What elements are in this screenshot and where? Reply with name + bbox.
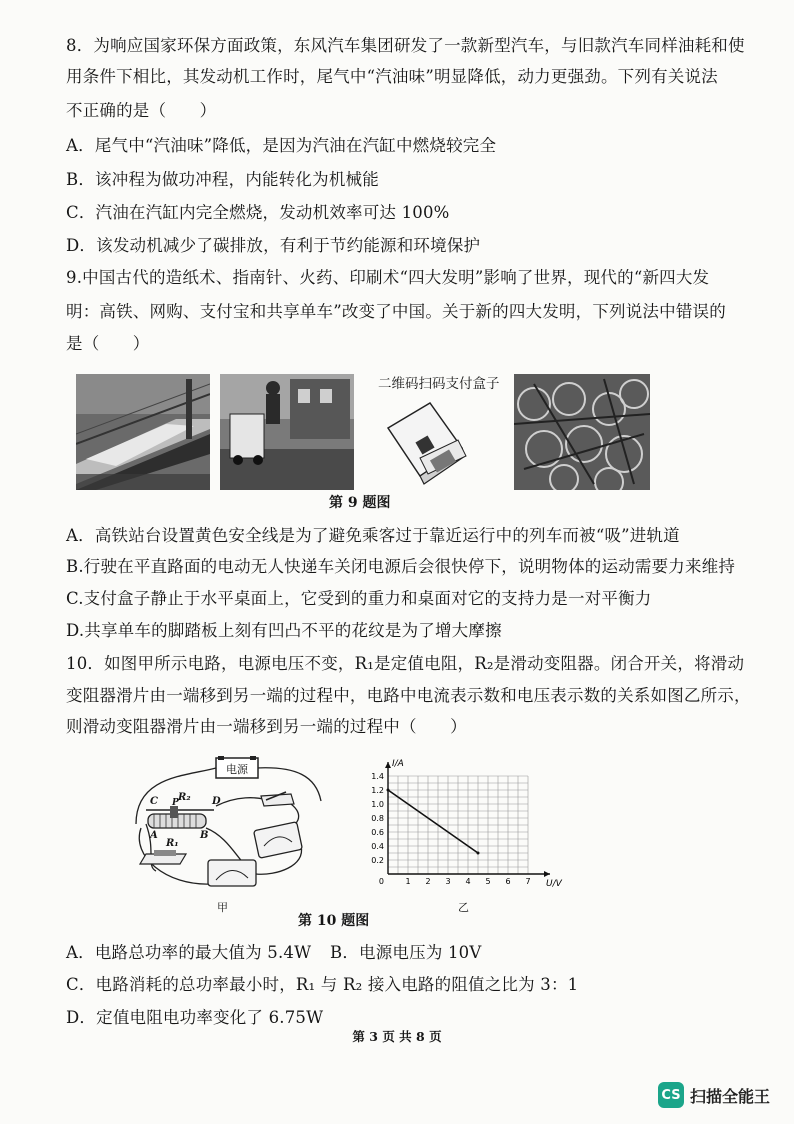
camscanner-logo-icon: CS (658, 1082, 684, 1108)
y-tick-label: 0.6 (371, 828, 384, 837)
y-tick-label: 0.4 (371, 842, 384, 851)
origin-label: 0 (378, 877, 384, 886)
q9-option-b: B.行驶在平直路面的电动无人快递车关闭电源后会很快停下，说明物体的运动需要力来维持 (66, 557, 736, 576)
x-axis-arrow (544, 871, 550, 877)
iv-data-point (387, 789, 390, 792)
q9-option-c: C.支付盒子静止于水平桌面上，它受到的重力和桌面对它的支持力是一对平衡力 (66, 589, 652, 608)
camscanner-badge (658, 1082, 770, 1108)
power-source-label: 电源 (226, 763, 248, 776)
terminal-a-label: A (150, 830, 158, 841)
x-tick-label: 1 (405, 877, 411, 886)
q10-option-c: C．电路消耗的总功率最小时，R₁ 与 R₂ 接入电路的阻值之比为 3：1 (66, 975, 579, 994)
x-tick-label: 4 (465, 877, 471, 886)
y-tick-label: 1.0 (371, 800, 384, 809)
iv-graph-svg (360, 756, 580, 896)
q9-stem-line-3: 是（ ） (66, 334, 150, 353)
q9-stem-line-1: 9.中国古代的造纸术、指南针、火药、印刷术“四大发明”影响了世界，现代的“新四大发 (66, 268, 710, 287)
q10-stem-line-1: 10．如图甲所示电路，电源电压不变，R₁是定值电阻，R₂是滑动变阻器。闭合开关，将滑动 (66, 654, 745, 673)
q10-option-d: D．定值电阻电功率变化了 6.75W (66, 1008, 324, 1027)
current-voltage-graph (360, 756, 580, 896)
x-tick-label: 3 (445, 877, 451, 886)
y-tick-label: 1.4 (371, 772, 384, 781)
terminal-b-label: B (200, 830, 209, 841)
payment-box-label: 二维码扫码支付盒子 (378, 376, 500, 392)
q8-stem-line-3: 不正确的是（ ） (66, 101, 217, 120)
terminal-d-label: D (212, 796, 221, 807)
page-footer: 第 3 页 共 8 页 (352, 1029, 442, 1044)
y-tick-label: 1.2 (371, 786, 384, 795)
x-tick-label: 5 (485, 877, 491, 886)
q9-option-d: D.共享单车的脚踏板上刻有凹凸不平的花纹是为了增大摩擦 (66, 621, 502, 640)
y-tick-label: 0.8 (371, 814, 384, 823)
y-tick-label: 0.2 (371, 856, 384, 865)
circuit-caption: 甲 (217, 901, 228, 914)
q8-option-a: A．尾气中“汽油味”降低，是因为汽油在汽缸中燃烧较完全 (66, 136, 497, 155)
r2-label: R₂ (178, 792, 191, 803)
high-speed-rail-photo (76, 374, 210, 490)
q8-stem-line-1: 8．为响应国家环保方面政策，东风汽车集团研发了一款新型汽车，与旧款汽车同样油耗和使 (66, 36, 745, 55)
q9-option-a: A．高铁站台设置黄色安全线是为了避免乘客过于靠近运行中的列车而被“吸”进轨道 (66, 526, 680, 545)
x-tick-label: 6 (505, 877, 511, 886)
q9-stem-line-2: 明：高铁、网购、支付宝和共享单车”改变了中国。关于新的四大发明，下列说法中错误的 (66, 302, 726, 321)
slider-p-label: P (172, 798, 179, 808)
circuit-diagram (126, 756, 336, 906)
q10-option-a: A．电路总功率的最大值为 5.4W (66, 943, 312, 962)
graph-caption: 乙 (458, 901, 469, 914)
q10-stem-line-2: 变阻器滑片由一端移到另一端的过程中，电路中电流表示数和电压表示数的关系如图乙所示， (66, 686, 751, 705)
q9-figure-caption: 第 9 题图 (329, 495, 391, 511)
x-tick-label: 2 (425, 877, 431, 886)
r1-label: R₁ (166, 838, 179, 849)
x-tick-label: 7 (525, 877, 531, 886)
y-axis-label: I/A (392, 759, 404, 769)
q10-stem-line-3: 则滑动变阻器滑片由一端移到另一端的过程中（ ） (66, 717, 467, 736)
delivery-vehicle-photo (220, 374, 354, 490)
q10-figure-caption: 第 10 题图 (298, 913, 370, 929)
payment-box-figure (370, 370, 510, 490)
iv-data-point (477, 852, 480, 855)
q8-stem-line-2: 用条件下相比，其发动机工作时，尾气中“汽油味”明显降低，动力更强劲。下列有关说法 (66, 67, 718, 86)
q8-option-c: C．汽油在汽缸内完全燃烧，发动机效率可达 100% (66, 203, 450, 222)
camscanner-label: 扫描全能王 (690, 1086, 771, 1106)
q8-option-b: B．该冲程为做功冲程，内能转化为机械能 (66, 170, 379, 189)
q8-option-d: D．该发动机减少了碳排放，有利于节约能源和环境保护 (66, 236, 481, 255)
q10-option-b: B．电源电压为 10V (330, 943, 482, 962)
shared-bikes-photo (514, 374, 650, 490)
iv-series-line (388, 790, 478, 853)
terminal-c-label: C (150, 796, 158, 807)
x-axis-label: U/V (546, 879, 562, 889)
y-axis-arrow (385, 762, 391, 768)
